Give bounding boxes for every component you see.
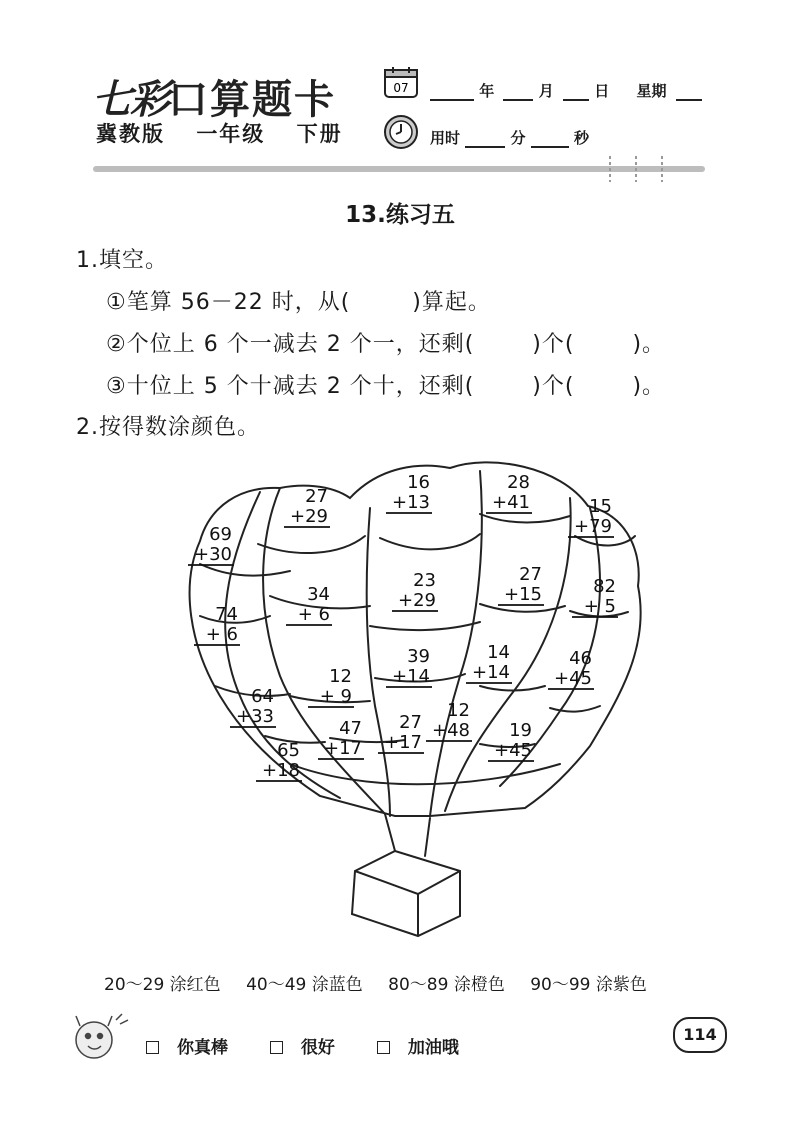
year-blank[interactable] [430, 85, 474, 101]
addend-top: 74 [215, 604, 238, 625]
addend-top: 27 [399, 712, 422, 733]
item-1-pre: ①笔算 56－22 时，从( [106, 290, 351, 315]
addend-top: 14 [487, 642, 510, 663]
addend-bottom: +41 [492, 492, 530, 513]
time-used-label: 用时 [430, 129, 461, 147]
addend-bottom: +45 [554, 668, 592, 689]
second-label: 秒 [573, 129, 589, 147]
item-3-pre: ③十位上 5 个十减去 2 个十，还剩( [106, 374, 475, 399]
month-blank[interactable] [503, 85, 533, 101]
question-1-item-3 [106, 369, 665, 400]
month-label: 月 [538, 82, 554, 100]
addend-bottom: +30 [194, 544, 232, 565]
addend-top: 28 [507, 472, 530, 493]
addend-bottom: + 6 [297, 604, 330, 625]
page-number: 114 [673, 1017, 727, 1053]
addend-bottom: +48 [432, 720, 470, 741]
color-legend [104, 970, 667, 995]
addition-problem[interactable] [286, 584, 332, 625]
question-1-item-2 [106, 327, 665, 358]
item-3-post: )。 [632, 374, 666, 399]
addition-problem[interactable] [498, 564, 544, 605]
edition-grade: 一年级 [196, 122, 266, 146]
checkbox[interactable] [270, 1041, 283, 1054]
legend-orange: 80～89 涂橙色 [388, 975, 505, 995]
weekday-label: 星期 [636, 82, 667, 100]
mascot-icon [66, 1010, 136, 1070]
legend-blue: 40～49 涂蓝色 [246, 975, 363, 995]
addition-problem[interactable] [194, 604, 240, 645]
addition-problem[interactable] [256, 740, 302, 781]
addend-top: 69 [209, 524, 232, 545]
addend-bottom: +45 [494, 740, 532, 761]
addend-top: 15 [589, 496, 612, 517]
addend-bottom: + 9 [319, 686, 352, 707]
brand-title [92, 68, 336, 125]
year-label: 年 [479, 82, 495, 100]
minute-label: 分 [510, 129, 526, 147]
legend-purple: 90～99 涂紫色 [530, 975, 647, 995]
addend-bottom: +14 [392, 666, 430, 687]
addend-top: 82 [593, 576, 616, 597]
option-great[interactable] [146, 1038, 246, 1058]
option-great-label: 你真棒 [177, 1038, 228, 1058]
addend-bottom: +18 [262, 760, 300, 781]
addend-top: 27 [519, 564, 542, 585]
addend-top: 34 [307, 584, 330, 605]
item-2-mid: )个( [532, 332, 575, 357]
hot-air-balloon-figure [180, 446, 650, 946]
addend-top: 47 [339, 718, 362, 739]
addition-problem[interactable] [386, 646, 432, 687]
addition-problem[interactable] [392, 570, 438, 611]
calendar-day: 07 [393, 81, 409, 95]
item-2-post: )。 [632, 332, 666, 357]
addend-bottom: +33 [236, 706, 274, 727]
time-line [430, 127, 589, 148]
addend-bottom: +29 [398, 590, 436, 611]
option-try-harder-label: 加油哦 [407, 1038, 459, 1058]
question-1-title: 1.填空。 [76, 248, 168, 273]
day-blank[interactable] [563, 85, 589, 101]
addition-problem[interactable] [386, 472, 432, 513]
question-1-item-1 [106, 285, 491, 316]
addition-problem[interactable] [426, 700, 472, 741]
addition-problem[interactable] [486, 472, 532, 513]
addend-bottom: +15 [504, 584, 542, 605]
lesson-title: 13.练习五 [345, 202, 455, 228]
day-label: 日 [594, 82, 610, 100]
item-3-mid: )个( [532, 374, 575, 399]
brand-deco: 七彩 [92, 76, 168, 123]
addition-problem[interactable] [488, 720, 534, 761]
second-blank[interactable] [531, 132, 569, 148]
minute-blank[interactable] [465, 132, 505, 148]
addend-bottom: +13 [392, 492, 430, 513]
addend-top: 16 [407, 472, 430, 493]
addend-top: 27 [305, 486, 328, 507]
addition-problem[interactable] [378, 712, 424, 753]
addend-top: 65 [277, 740, 300, 761]
option-try-harder[interactable] [377, 1038, 477, 1058]
calendar-icon [384, 66, 418, 98]
addition-problem[interactable] [572, 576, 618, 617]
option-good[interactable] [270, 1038, 353, 1058]
addend-bottom: +17 [324, 738, 362, 759]
addition-problem[interactable] [318, 718, 364, 759]
addend-top: 19 [509, 720, 532, 741]
addend-bottom: +14 [472, 662, 510, 683]
edition-volume: 下册 [296, 122, 343, 146]
addition-problem[interactable] [548, 648, 594, 689]
addend-top: 12 [447, 700, 470, 721]
legend-red: 20～29 涂红色 [104, 975, 221, 995]
clock-icon [383, 114, 419, 150]
option-good-label: 很好 [300, 1038, 335, 1058]
checkbox[interactable] [377, 1041, 390, 1054]
addend-bottom: + 5 [583, 596, 616, 617]
divider-dots-icon [600, 156, 670, 184]
addition-problem[interactable] [188, 524, 234, 565]
addend-bottom: +29 [290, 506, 328, 527]
addition-problem[interactable] [568, 496, 614, 537]
date-line [430, 80, 702, 101]
item-2-pre: ②个位上 6 个一减去 2 个一，还剩( [106, 332, 475, 357]
addend-top: 46 [569, 648, 592, 669]
addition-problem[interactable] [284, 486, 330, 527]
addition-problem[interactable] [466, 642, 512, 683]
addend-top: 39 [407, 646, 430, 667]
balloon-basket [352, 851, 460, 936]
item-1-post: )算起。 [412, 290, 491, 315]
question-2-title: 2.按得数涂颜色。 [76, 415, 260, 440]
addend-top: 23 [413, 570, 436, 591]
weekday-blank[interactable] [676, 85, 702, 101]
brand-main: 口算题卡 [168, 76, 336, 123]
edition-line [96, 118, 365, 148]
addend-top: 12 [329, 666, 352, 687]
addend-bottom: + 6 [205, 624, 238, 645]
edition-publisher: 冀教版 [96, 122, 165, 146]
checkbox[interactable] [146, 1041, 159, 1054]
addend-bottom: +17 [384, 732, 422, 753]
self-evaluation [146, 1033, 495, 1058]
addend-bottom: +79 [574, 516, 612, 537]
addend-top: 64 [251, 686, 274, 707]
